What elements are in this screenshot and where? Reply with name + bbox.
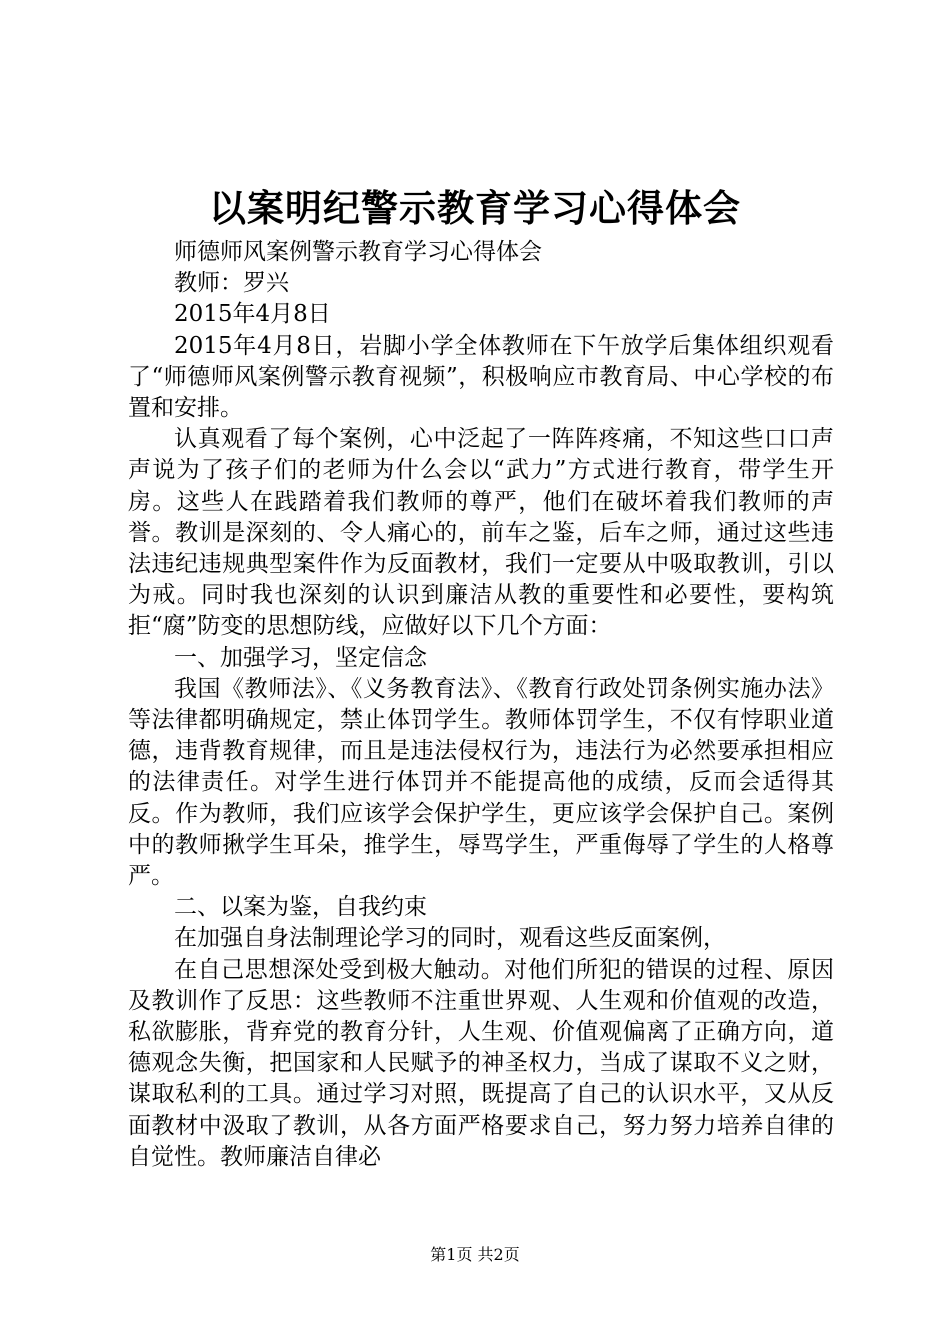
paragraph: 认真观看了每个案例，心中泛起了一阵阵疼痛，不知这些口口声声说为了孩子们的老师为什么会以“武力”方式进行教育，带学生开房。这些人在践踏着我们教师的尊严，他们在破坏着我们教师的声誉。教训是深刻的、令人痛心的，前车之鉴，后车之师，通过这些违法违纪违规典型案件作为反面教材，我们一定要从中吸取教训，引以为戒。同时我也深刻的认识到廉洁从教的重要性和必要性，要构筑拒“腐”防变的思想防线，应做好以下几个方面： <box>128 426 834 640</box>
page-number: 第1页 共2页 <box>430 1245 520 1264</box>
document-body <box>128 237 834 1173</box>
paragraph: 在自己思想深处受到极大触动。对他们所犯的错误的过程、原因及教训作了反思：这些教师不注重世界观、人生观和价值观的改造，私欲膨胀，背弃党的教育分针，人生观、价值观偏离了正确方向，道德观念失衡，把国家和人民赋予的神圣权力，当成了谋取不义之财，谋取私利的工具。通过学习对照，既提高了自己的认识水平，又从反面教材中汲取了教训，从各方面严格要求自己，努力努力培养自律的自觉性。教师廉洁自律必 <box>128 956 834 1170</box>
paragraph-author: 教师：罗兴 <box>174 270 289 297</box>
paragraph: 在加强自身法制理论学习的同时，观看这些反面案例， <box>174 925 726 952</box>
paragraph-subtitle: 师德师风案例警示教育学习心得体会 <box>174 239 542 265</box>
section-heading: 二、以案为鉴，自我约束 <box>174 894 427 921</box>
paragraph: 2015年4月8日，岩脚小学全体教师在下午放学后集体组织观看了“师德师风案例警示教育视频”，积极响应市教育局、中心学校的布置和安排。 <box>128 332 834 422</box>
section-heading: 一、加强学习，坚定信念 <box>174 644 427 671</box>
paragraph: 我国《教师法》、《义务教育法》、《教育行政处罚条例实施办法》等法律都明确规定，禁止体罚学生。教师体罚学生，不仅有悖职业道德，违背教育规律，而且是违法侵权行为，违法行为必然要承担相应的法律责任。对学生进行体罚并不能提高他的成绩，反而会适得其反。作为教师，我们应该学会保护学生，更应该学会保护自己。案例中的教师揪学生耳朵，推学生，辱骂学生，严重侮辱了学生的人格尊严。 <box>128 675 834 890</box>
document-title: 以案明纪警示教育学习心得体会 <box>209 186 741 230</box>
paragraph-date: 2015年4月8日 <box>174 301 331 328</box>
